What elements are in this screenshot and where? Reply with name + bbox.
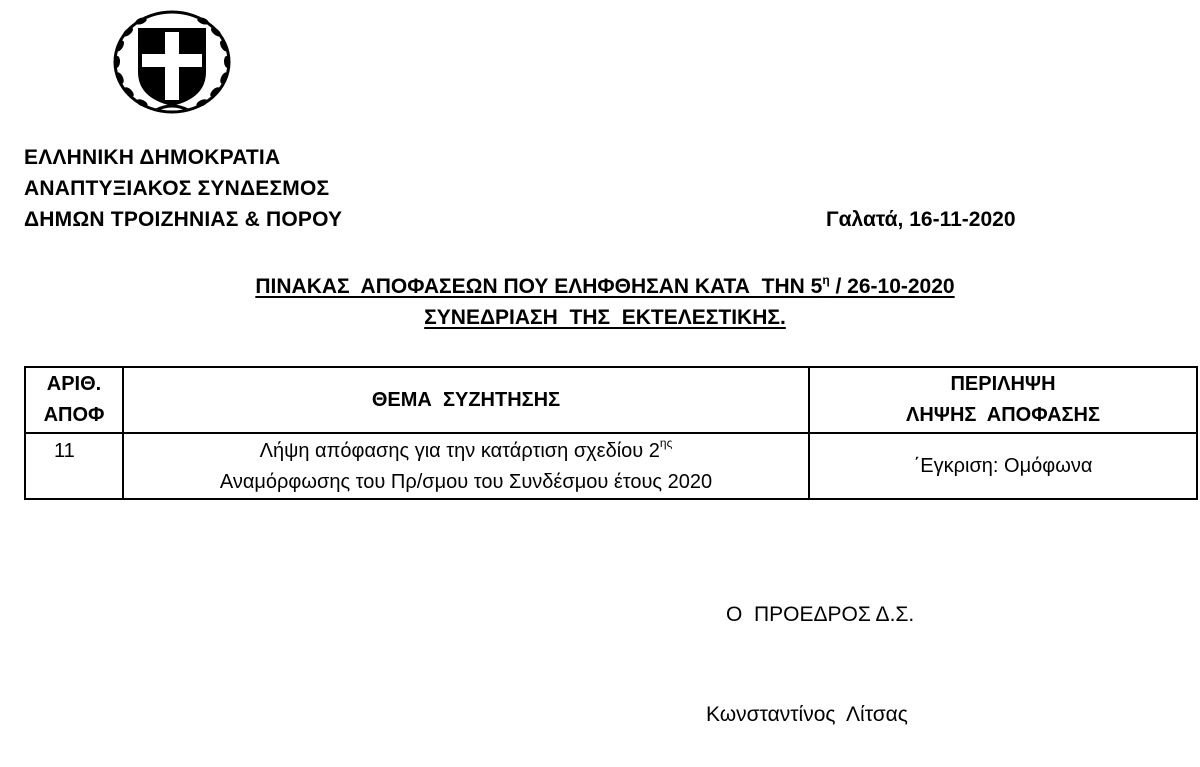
header-decision-number: ΑΡΙΘ. ΑΠΟΦ (25, 367, 123, 433)
heading-line-2: ΣΥΝΕΔΡΙΑΣΗ ΤΗΣ ΕΚΤΕΛΕΣΤΙΚΗΣ. (424, 306, 786, 329)
place-date: Γαλατά, 16-11-2020 (826, 208, 1016, 231)
issuer-block (24, 142, 342, 235)
decisions-table (24, 366, 1198, 500)
header-summary: ΠΕΡΙΛΗΨΗ ΛΗΨΗΣ ΑΠΟΦΑΣΗΣ (809, 367, 1197, 433)
issuer-organization: ΑΝΑΠΤΥΞΙΑΚΟΣ ΣΥΝΔΕΣΜΟΣ (24, 177, 330, 200)
heading-session-date: / 26-10-2020 (829, 275, 955, 298)
signer-name: Κωνσταντίνος Λίτσας (706, 703, 908, 726)
decision-number: 11 (25, 433, 123, 499)
decision-topic (123, 433, 809, 499)
decision-topic-line-2: Αναμόρφωσης του Πρ/σμου του Συνδέσμου έτους 2020 (219, 471, 713, 493)
greek-coat-of-arms-icon (108, 6, 236, 118)
table-header-row (25, 367, 1197, 433)
signer-title: Ο ΠΡΟΕΔΡΟΣ Δ.Σ. (726, 603, 915, 626)
heading-line-1 (255, 275, 954, 298)
document-heading (0, 271, 1200, 333)
issuer-country: ΕΛΛΗΝΙΚΗ ΔΗΜΟΚΡΑΤΙΑ (24, 146, 281, 169)
heading-line-1-text: ΠΙΝΑΚΑΣ ΑΠΟΦΑΣΕΩΝ ΠΟΥ ΕΛΗΦΘΗΣΑΝ ΚΑΤΑ ΤΗΝ 5 (255, 275, 823, 298)
table-row (25, 433, 1197, 499)
decision-topic-line-1: Λήψη απόφασης για την κατάρτιση σχεδίου 2 (259, 440, 660, 462)
decision-summary: ΄Εγκριση: Ομόφωνα (809, 433, 1197, 499)
issuer-municipalities: ΔΗΜΩΝ ΤΡΟΙΖΗΝΙΑΣ & ΠΟΡΟΥ (24, 208, 343, 231)
heading-ordinal-suffix: η (822, 273, 830, 287)
header-topic: ΘΕΜΑ ΣΥΖΗΤΗΣΗΣ (123, 367, 809, 433)
decision-topic-ordinal-suffix: ης (659, 436, 673, 450)
